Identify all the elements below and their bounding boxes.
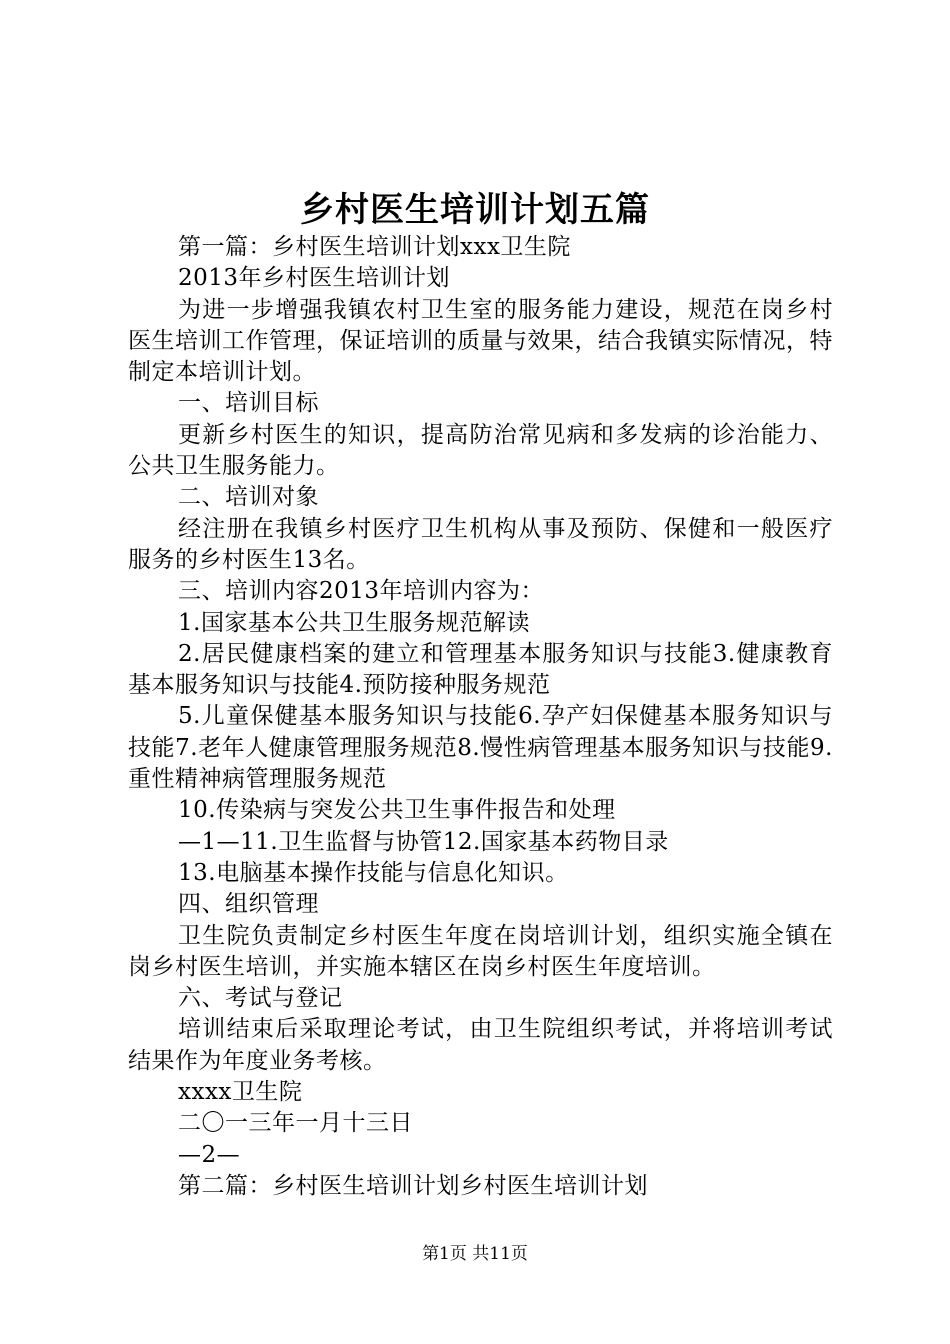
section-heading-part-two: 第二篇：乡村医生培训计划乡村医生培训计划 <box>178 1172 648 1199</box>
training-goal-paragraph: 更新乡村医生的知识，提高防治常见病和多发病的诊治能力、公共卫生服务能力。 <box>128 421 833 480</box>
training-target-paragraph: 经注册在我镇乡村医疗卫生机构从事及预防、保健和一般医疗服务的乡村医生13名。 <box>128 515 833 573</box>
signature-org: xxxx卫生院 <box>178 1079 303 1106</box>
heading-training-goal: 一、培训目标 <box>178 390 319 417</box>
signature-date: 二〇一三年一月十三日 <box>178 1110 413 1137</box>
content-item: 10.传染病与突发公共卫生事件报告和处理 <box>178 797 616 824</box>
content-item: 2.居民健康档案的建立和管理基本服务知识与技能3.健康教育基本服务知识与技能4.预防接种服务规范 <box>128 640 833 699</box>
page-footer: 第1页 共11页 <box>422 1244 528 1264</box>
heading-exam: 六、考试与登记 <box>178 985 343 1012</box>
document-body <box>128 232 833 1202</box>
intro-paragraph: 为进一步增强我镇农村卫生室的服务能力建设，规范在岗乡村医生培训工作管理，保证培训的质量与效果，结合我镇实际情况，特制定本培训计划。 <box>128 296 833 386</box>
heading-training-content: 三、培训内容2013年培训内容为： <box>178 578 545 605</box>
content-item: 5.儿童保健基本服务知识与技能6.孕产妇保健基本服务知识与技能7.老年人健康管理服务规范8.慢性病管理基本服务知识与技能9.重性精神病管理服务规范 <box>128 703 833 793</box>
heading-organization: 四、组织管理 <box>178 891 319 918</box>
inline-page-marker: —2— <box>178 1141 241 1168</box>
content-item: 13.电脑基本操作技能与信息化知识。 <box>178 859 569 886</box>
section-heading-part-one: 第一篇：乡村医生培训计划xxx卫生院 <box>178 234 571 260</box>
document-title: 乡村医生培训计划五篇 <box>300 190 650 230</box>
heading-training-target: 二、培训对象 <box>178 484 319 511</box>
plan-title: 2013年乡村医生培训计划 <box>178 265 451 292</box>
organization-paragraph: 卫生院负责制定乡村医生年度在岗培训计划，组织实施全镇在岗乡村医生培训，并实施本辖区在岗乡村医生年度培训。 <box>128 922 833 980</box>
exam-paragraph: 培训结束后采取理论考试，由卫生院组织考试，并将培训考试结果作为年度业务考核。 <box>128 1016 833 1074</box>
content-item: 1.国家基本公共卫生服务规范解读 <box>178 609 530 636</box>
content-item: —1—11.卫生监督与协管12.国家基本药物目录 <box>178 828 669 855</box>
